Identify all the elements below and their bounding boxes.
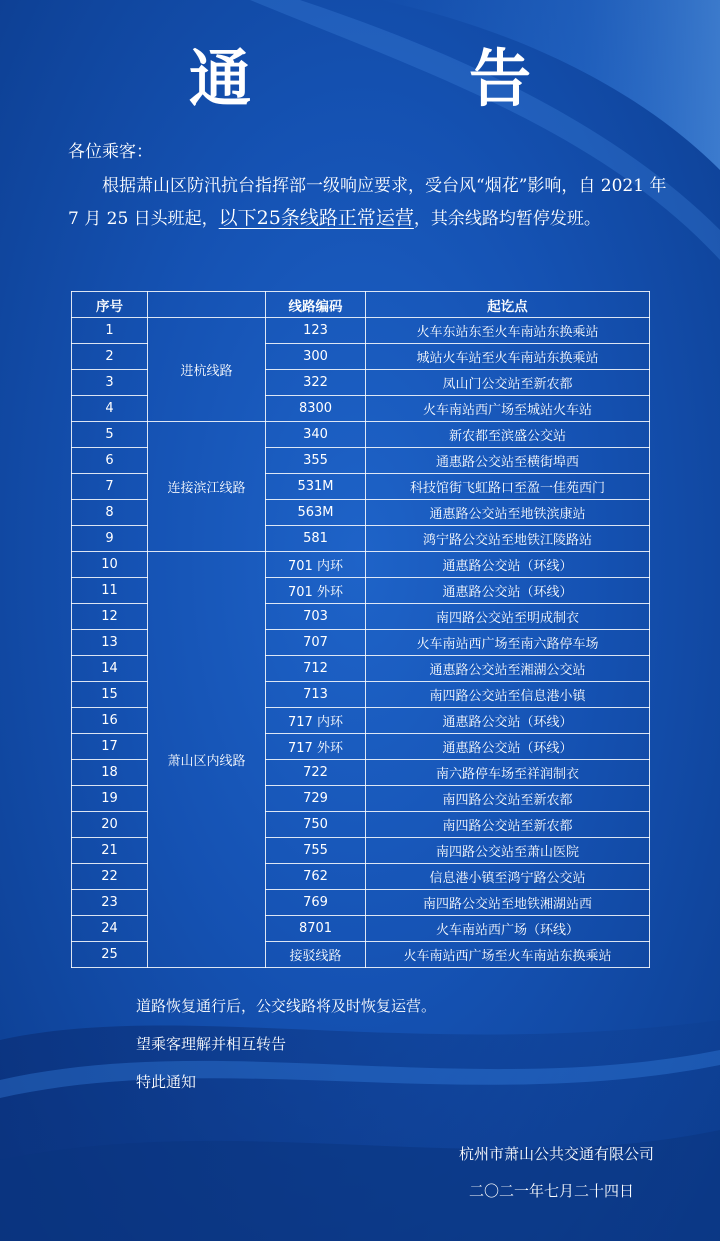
cell-route-code: 712 — [266, 656, 366, 682]
cell-route-endpoints: 通惠路公交站至地铁滨康站 — [366, 500, 650, 526]
salutation: 各位乘客： — [68, 142, 153, 162]
cell-no: 22 — [72, 864, 148, 890]
cell-route-endpoints: 南四路公交站至明成制衣 — [366, 604, 650, 630]
cell-route-group: 连接滨江线路 — [148, 422, 266, 552]
cell-no: 19 — [72, 786, 148, 812]
cell-no: 3 — [72, 370, 148, 396]
cell-route-endpoints: 火车南站西广场至城站火车站 — [366, 396, 650, 422]
cell-no: 2 — [72, 344, 148, 370]
route-table — [71, 291, 650, 968]
cell-route-code: 8701 — [266, 916, 366, 942]
cell-route-code: 接驳线路 — [266, 942, 366, 968]
footer-request-note: 望乘客理解并相互转告 — [136, 1035, 287, 1053]
cell-route-endpoints: 凤山门公交站至新农都 — [366, 370, 650, 396]
cell-no: 18 — [72, 760, 148, 786]
footer-closing: 特此通知 — [136, 1073, 197, 1091]
body-text-part1: 根据萧山区防汛抗台指挥部一级响应要求，受台风“烟花”影响，自 2021 年 7 月 25 日头班起， — [68, 176, 667, 229]
cell-route-code: 722 — [266, 760, 366, 786]
body-highlight: 以下25条线路正常运营 — [218, 207, 414, 229]
cell-no: 12 — [72, 604, 148, 630]
cell-no: 1 — [72, 318, 148, 344]
cell-route-code: 563M — [266, 500, 366, 526]
cell-route-endpoints: 火车南站西广场（环线） — [366, 916, 650, 942]
cell-route-code: 531M — [266, 474, 366, 500]
cell-no: 15 — [72, 682, 148, 708]
cell-route-endpoints: 南四路公交站至新农都 — [366, 786, 650, 812]
footer-recovery-note: 道路恢复通行后，公交线路将及时恢复运营。 — [136, 997, 437, 1015]
cell-no: 5 — [72, 422, 148, 448]
cell-route-code: 340 — [266, 422, 366, 448]
cell-route-code: 123 — [266, 318, 366, 344]
cell-route-endpoints: 火车东站东至火车南站东换乘站 — [366, 318, 650, 344]
cell-no: 10 — [72, 552, 148, 578]
route-table-body — [72, 318, 650, 968]
cell-route-endpoints: 城站火车站至火车南站东换乘站 — [366, 344, 650, 370]
cell-no: 6 — [72, 448, 148, 474]
cell-route-code: 769 — [266, 890, 366, 916]
table-row — [72, 422, 650, 448]
cell-route-code: 717 外环 — [266, 734, 366, 760]
cell-route-group: 萧山区内线路 — [148, 552, 266, 968]
cell-route-endpoints: 通惠路公交站（环线） — [366, 734, 650, 760]
notice-title: 通 告 — [188, 42, 609, 115]
header-route-endpoints: 起讫点 — [366, 292, 650, 318]
cell-route-code: 750 — [266, 812, 366, 838]
signature-company: 杭州市萧山公共交通有限公司 — [458, 1145, 654, 1163]
cell-route-code: 703 — [266, 604, 366, 630]
cell-route-endpoints: 通惠路公交站（环线） — [366, 708, 650, 734]
cell-route-code: 729 — [266, 786, 366, 812]
table-row — [72, 318, 650, 344]
signature-date: 二〇二一年七月二十四日 — [468, 1182, 634, 1200]
header-route-code: 线路编码 — [266, 292, 366, 318]
cell-route-code: 717 内环 — [266, 708, 366, 734]
cell-no: 24 — [72, 916, 148, 942]
header-group — [148, 292, 266, 318]
cell-no: 20 — [72, 812, 148, 838]
cell-route-endpoints: 通惠路公交站至横街埠西 — [366, 448, 650, 474]
cell-no: 8 — [72, 500, 148, 526]
table-row — [72, 552, 650, 578]
cell-route-code: 581 — [266, 526, 366, 552]
cell-route-endpoints: 科技馆街飞虹路口至盈一佳苑西门 — [366, 474, 650, 500]
cell-no: 11 — [72, 578, 148, 604]
cell-route-code: 701 内环 — [266, 552, 366, 578]
cell-route-endpoints: 火车南站西广场至南六路停车场 — [366, 630, 650, 656]
cell-route-endpoints: 南四路公交站至萧山医院 — [366, 838, 650, 864]
table-header-row — [72, 292, 650, 318]
cell-route-endpoints: 通惠路公交站至湘湖公交站 — [366, 656, 650, 682]
cell-route-endpoints: 南四路公交站至地铁湘湖站西 — [366, 890, 650, 916]
header-no: 序号 — [72, 292, 148, 318]
cell-route-endpoints: 信息港小镇至鸿宁路公交站 — [366, 864, 650, 890]
cell-no: 7 — [72, 474, 148, 500]
cell-no: 14 — [72, 656, 148, 682]
cell-no: 25 — [72, 942, 148, 968]
body-text-part2: ，其余线路均暂停发班。 — [413, 209, 601, 229]
cell-no: 4 — [72, 396, 148, 422]
cell-no: 16 — [72, 708, 148, 734]
cell-route-code: 322 — [266, 370, 366, 396]
cell-route-code: 713 — [266, 682, 366, 708]
cell-no: 13 — [72, 630, 148, 656]
cell-route-code: 762 — [266, 864, 366, 890]
cell-route-endpoints: 南四路公交站至新农都 — [366, 812, 650, 838]
notice-body — [68, 170, 668, 235]
cell-route-code: 701 外环 — [266, 578, 366, 604]
cell-route-endpoints: 南四路公交站至信息港小镇 — [366, 682, 650, 708]
cell-no: 17 — [72, 734, 148, 760]
cell-no: 9 — [72, 526, 148, 552]
cell-route-endpoints: 火车南站西广场至火车南站东换乘站 — [366, 942, 650, 968]
cell-no: 23 — [72, 890, 148, 916]
cell-route-endpoints: 新农都至滨盛公交站 — [366, 422, 650, 448]
cell-route-code: 8300 — [266, 396, 366, 422]
cell-route-code: 300 — [266, 344, 366, 370]
cell-route-group: 进杭线路 — [148, 318, 266, 422]
cell-route-endpoints: 鸿宁路公交站至地铁江陵路站 — [366, 526, 650, 552]
cell-route-code: 707 — [266, 630, 366, 656]
cell-no: 21 — [72, 838, 148, 864]
cell-route-code: 355 — [266, 448, 366, 474]
cell-route-code: 755 — [266, 838, 366, 864]
cell-route-endpoints: 通惠路公交站（环线） — [366, 578, 650, 604]
cell-route-endpoints: 南六路停车场至祥润制衣 — [366, 760, 650, 786]
cell-route-endpoints: 通惠路公交站（环线） — [366, 552, 650, 578]
